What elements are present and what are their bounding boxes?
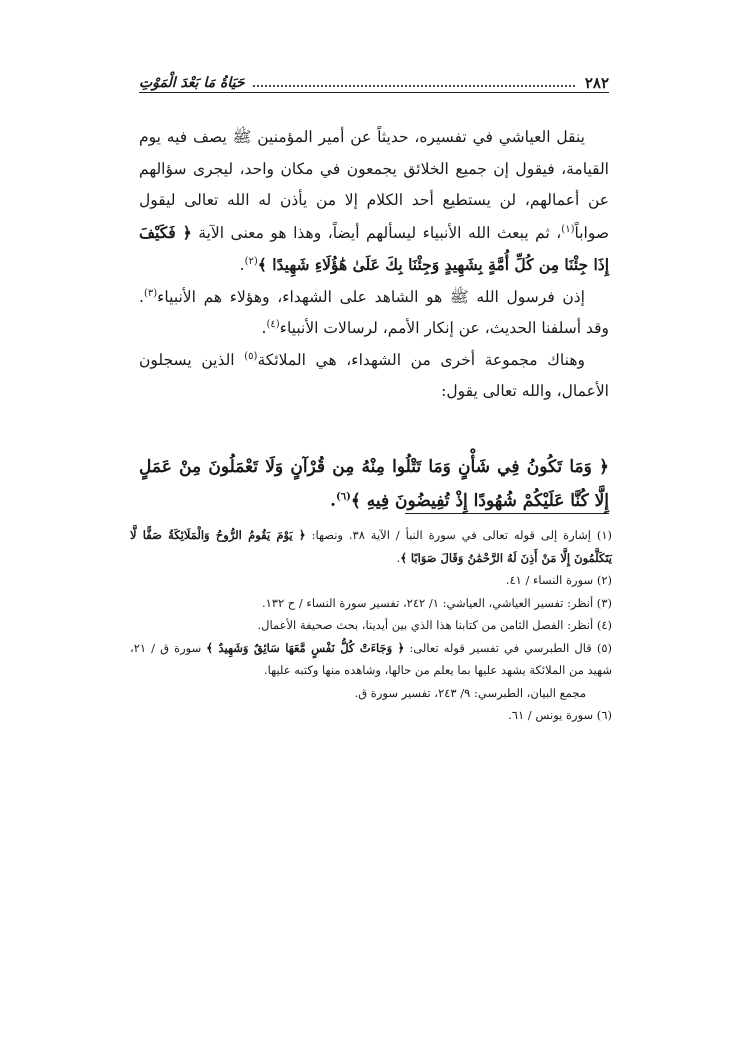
footnote-5 — [130, 637, 612, 682]
footnote-separator — [405, 513, 609, 514]
footnote-ref-2: (٢) — [244, 255, 258, 267]
verse-end: . — [330, 491, 337, 511]
paragraph-3-text-a: وهناك مجموعة أخرى من الشهداء، هي الملائكة — [257, 350, 585, 369]
verse-text: ﴿ وَمَا تَكُونُ فِي شَأْنٍ وَمَا تَتْلُوا مِنْهُ مِن قُرْآنٍ وَلَا تَعْمَلُونَ مِنْ عَمَلٍ إِلَّا كُنَّا عَلَيْكُمْ شُهُودًا إِذْ تُفِيضُونَ فِيهِ ﴾ — [139, 457, 609, 511]
verse-paragraph — [139, 450, 609, 518]
paragraph-1 — [139, 122, 609, 282]
footnote-4: (٤) أنظر: الفصل الثامن من كتابنا هذا الذي بين أيدينا، بحث صحيفة الأعمال. — [257, 618, 612, 632]
footnote-5-text-b: سورة ق / ٢١، شهيد من الملائكة يشهد عليها بما يعلم من حالها، وشاهده منها وكتبه عليها. — [130, 640, 612, 677]
quran-verse-inline: ﴿ فَكَيْفَ إِذَا جِئْنَا مِن كُلِّ أُمَّةٍ بِشَهِيدٍ وَجِئْنَا بِكَ عَلَىٰ هَٰؤُلَاءِ شَهِيدًا ﴾ — [139, 222, 609, 274]
footnote-ref-3: (٣) — [143, 287, 158, 299]
footnote-3: (٣) أنظر: تفسير العياشي، العياشي: ١/ ٢٤٢، تفسير سورة النساء / ح ١٣٢. — [261, 595, 612, 610]
main-text — [139, 122, 609, 408]
paragraph-3-text-b: الذين يسجلون الأعمال، والله تعالى يقول: — [139, 350, 609, 400]
page-header — [139, 68, 609, 93]
footnote-ref-4: (٤) — [266, 318, 280, 330]
footnote-5-verse: ﴿ وَجَاءَتْ كُلُّ نَفْسٍ مَّعَهَا سَائِقٌ وَشَهِيدٌ ﴾ — [206, 640, 405, 655]
footnotes — [130, 524, 612, 727]
quran-verse-block — [139, 450, 609, 518]
running-title: حَيَاةُ مَا بَعْدَ الْمَوْتِ — [139, 75, 245, 91]
paragraph-2-text-a: إذن فرسول الله ﷺ هو الشاهد على الشهداء، وهؤلاء هم الأنبياء — [157, 287, 585, 306]
footnote-2: (٢) سورة النساء / ٤١. — [505, 573, 612, 587]
paragraph-2 — [139, 282, 609, 345]
footnote-5-source: مجمع البيان، الطبرسي: ٩/ ٢٤٣، تفسير سورة ق. — [354, 685, 586, 700]
footnote-1-verse: ﴿ يَوْمَ يَقُومُ الرُّوحُ وَالْمَلَائِكَةُ صَفًّا لَّا يَتَكَلَّمُونَ إِلَّا مَنْ أَذِنَ لَهُ الرَّحْمَٰنُ وَقَالَ صَوَابًا ﴾ — [130, 528, 612, 565]
footnote-ref-6: (٦) — [336, 491, 351, 503]
footnote-ref-1: (١) — [561, 223, 575, 235]
paragraph-1-end: . — [239, 256, 245, 274]
page-number: ٢٨٢ — [584, 74, 609, 92]
footnote-1-text: (١) إشارة إلى قوله تعالى في سورة النبأ / الآية ٣٨. ونصها: — [311, 528, 613, 542]
paragraph-3 — [139, 345, 609, 408]
footnote-5-text-a: (٥) قال الطبرسي في تفسير قوله تعالى: — [409, 640, 613, 655]
paragraph-1-text-b: ، ثم يبعث الله الأنبياء ليسألهم أيضاً، وهذا هو معنى الآية — [198, 223, 562, 242]
footnote-1 — [130, 524, 612, 569]
footnote-6: (٦) سورة يونس / ٦١. — [508, 708, 612, 722]
footnote-1-end: . — [396, 550, 401, 565]
paragraph-2-end: . — [261, 319, 267, 337]
footnote-ref-5: (٥) — [244, 350, 258, 362]
paragraph-1-text-a: ينقل العياشي في تفسيره، حديثاً عن أمير المؤمنين ﷺ يصف فيه يوم القيامة، فيقول إن جميع الخلائق يجمعون في مكان واحد، ليجرى سؤالهم عن أعمالهم، لن يستطيع أحد الكلام إلا من يأذن له الله تعالى ليقول صواباً — [139, 128, 609, 242]
paragraph-2-text-b: . وقد أسلفنا الحديث، عن إنكار الأمم، لرسالات الأنبياء — [139, 287, 609, 337]
header-dotted-leader — [253, 84, 575, 87]
